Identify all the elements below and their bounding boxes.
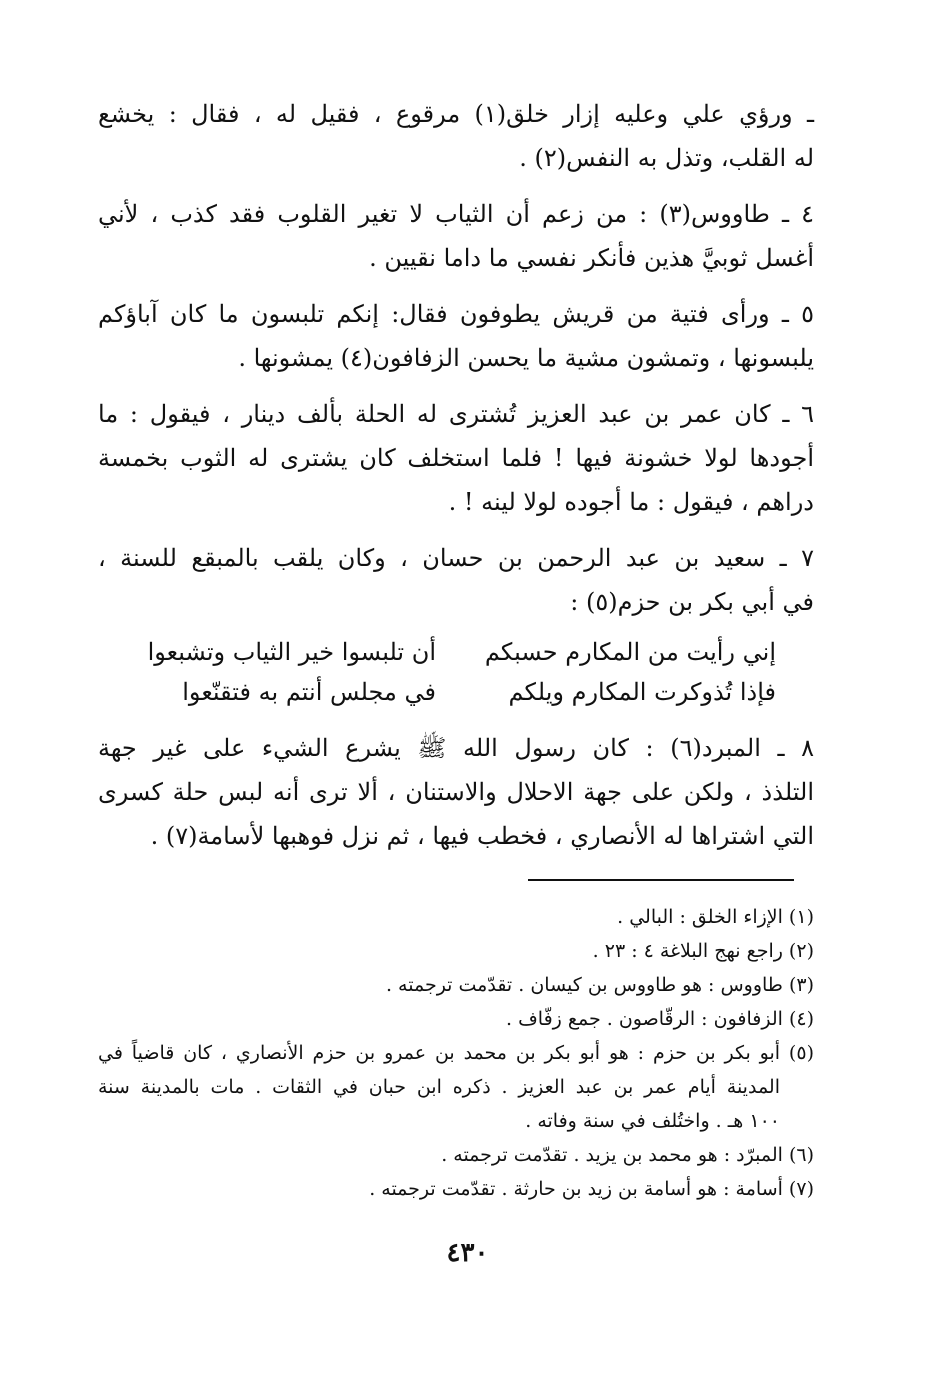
footnote-4: (٤) الزفافون : الرقّاصون . جمع زفّاف . bbox=[506, 1008, 814, 1030]
page-number: ٤٣٠ bbox=[446, 1238, 489, 1268]
footnote-6: (٦) المبرّد : هو محمد بن يزيد . تقدّمت ترجمته . bbox=[441, 1144, 814, 1166]
paragraph-mubarrad bbox=[98, 726, 814, 858]
text-line: ٤ ـ طاووس(٣) : من زعم أن الثياب لا تغير القلوب فقد كذب ، لأني bbox=[98, 200, 814, 228]
text-line: أجودها لولا خشونة فيها ! فلما استخلف كان يشترى له الثوب بخمسة bbox=[98, 444, 814, 472]
verse-hemistich: فإذا تُذوكرت المكارم ويلكم bbox=[508, 678, 776, 706]
text-line: ٨ ـ المبرد(٦) : كان رسول الله ﷺ يشرع الشيء على غير جهة bbox=[98, 734, 814, 762]
footnote-line: المدينة أيام عمر بن عبد العزيز . ذكره ابن حبان في الثقات . مات بالمدينة سنة bbox=[98, 1076, 780, 1098]
text-line: ـ ورؤي علي وعليه إزار خلق(١) مرقوع ، فقيل له ، فقال : يخشع bbox=[98, 100, 815, 128]
text-line: ٦ ـ كان عمر بن عبد العزيز تُشترى له الحلة بألف دينار ، فيقول : ما bbox=[98, 400, 814, 428]
footnotes bbox=[98, 900, 814, 1206]
paragraph-quraysh bbox=[98, 292, 814, 380]
footnote-line: ١٠٠ هـ . واختُلف في سنة وفاته . bbox=[525, 1110, 780, 1132]
text-line: دراهم ، فيقول : ما أجوده لولا لينه ! . bbox=[448, 488, 814, 516]
footnote-separator bbox=[528, 879, 794, 881]
footnote-line: (٥) أبو بكر بن حزم : هو أبو بكر بن محمد بن عمرو بن حزم الأنصاري ، كان قاضياً في bbox=[98, 1042, 814, 1064]
text-line: التي اشتراها له الأنصاري ، فخطب فيها ، ثم نزل فوهبها لأسامة(٧) . bbox=[150, 822, 814, 850]
footnote-5 bbox=[98, 1036, 814, 1138]
footnote-2: (٢) راجع نهج البلاغة ٤ : ٢٣ . bbox=[592, 940, 814, 962]
verse-hemistich: إني رأيت من المكارم حسبكم bbox=[484, 638, 776, 666]
text-line: يلبسونها ، وتمشون مشية ما يحسن الزفافون(٤) يمشونها . bbox=[238, 344, 814, 372]
paragraph-ali bbox=[98, 92, 814, 180]
footnote-3: (٣) طاووس : هو طاووس بن كيسان . تقدّمت ترجمته . bbox=[385, 974, 814, 996]
footnote-7: (٧) أسامة : هو أسامة بن زيد بن حارثة . تقدّمت ترجمته . bbox=[369, 1178, 814, 1200]
footnote-1: (١) الإزاء الخلق : البالي . bbox=[617, 906, 814, 928]
verse-hemistich: أن تلبسوا خير الثياب وتشبعوا bbox=[147, 638, 436, 666]
text-line: ٥ ـ ورأى فتية من قريش يطوفون فقال: إنكم تلبسون ما كان آباؤكم bbox=[98, 300, 814, 328]
text-line: أغسل ثوبيَّ هذين فأنكر نفسي ما داما نقيين . bbox=[369, 244, 814, 272]
paragraph-tawus bbox=[98, 192, 814, 280]
paragraph-umar bbox=[98, 392, 814, 524]
verse-hemistich: في مجلس أنتم به فتقنّعوا bbox=[182, 678, 436, 706]
paragraph-said bbox=[98, 536, 814, 624]
text-line: ٧ ـ سعيد بن عبد الرحمن بن حسان ، وكان يلقب بالمبقع للسنة ، bbox=[98, 544, 814, 572]
text-line: له القلب، وتذل به النفس(٢) . bbox=[519, 144, 814, 172]
text-line: في أبي بكر بن حزم(٥) : bbox=[570, 588, 814, 616]
text-line: التلذذ ، ولكن على جهة الاحلال والاستنان ، ألا ترى أنه لبس حلة كسرى bbox=[98, 778, 814, 806]
main-text bbox=[98, 92, 814, 870]
poem-verses bbox=[98, 632, 814, 712]
